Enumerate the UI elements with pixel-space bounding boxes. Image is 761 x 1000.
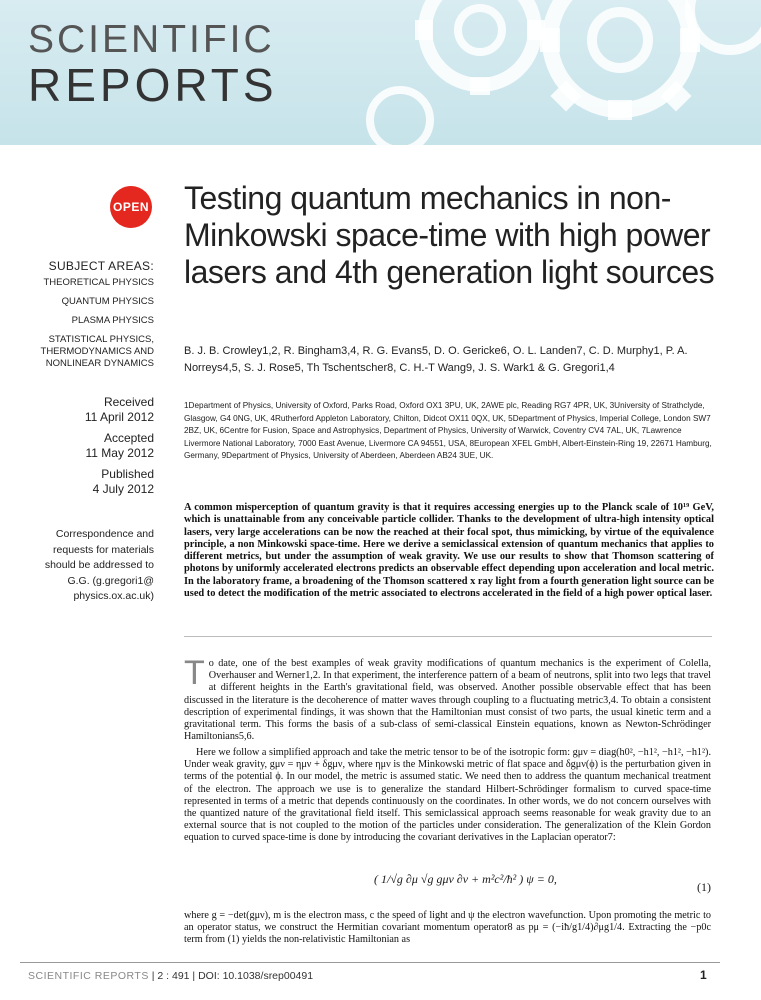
author-list: B. J. B. Crowley1,2, R. Bingham3,4, R. G. Evans5, D. O. Gericke6, O. L. Landen7, C. D. Murphy1, P. A. Norreys4,5, S. J. Rose5, Th Tschentscher8, C. H.-T Wang9, J. S. Wark1 & G. Gregori1,4 bbox=[184, 345, 688, 374]
equation-1 bbox=[184, 866, 711, 902]
logo-word-top: SCIENTIFIC bbox=[28, 18, 275, 61]
subject-link[interactable]: QUANTUM PHYSICS bbox=[61, 296, 154, 307]
footer-citation bbox=[28, 970, 313, 982]
received-date: 11 April 2012 bbox=[84, 410, 154, 424]
paragraph-1 bbox=[184, 654, 711, 743]
article-title: Testing quantum mechanics in non-Minkowski space-time with high power lasers and 4th generation light sources bbox=[184, 180, 715, 290]
subject-areas-list bbox=[20, 277, 154, 377]
correspondence-note: Correspondence and requests for materials should be addressed to G.G. (g.gregori1@ physics.ox.ac.uk) bbox=[44, 528, 154, 602]
accepted-date: 11 May 2012 bbox=[85, 446, 154, 460]
paragraph-3: where g = −det(gμν), m is the electron mass, c the speed of light and ψ the electron wavefunction. Upon promoting the metric to an operator status, we construct the Hermitian covariant momentum operator8 as pμ = (−iħ/g1/4)∂μg1/4. Extracting the −p0c term from (1) yields the non-relativistic Hamiltonian as bbox=[184, 910, 711, 946]
equation-number: (1) bbox=[697, 880, 711, 894]
footer-doi[interactable]: | 2 : 491 | DOI: 10.1038/srep00491 bbox=[151, 970, 314, 982]
subject-link[interactable]: THEORETICAL PHYSICS bbox=[43, 277, 154, 288]
published-label: Published bbox=[101, 467, 154, 481]
received-label: Received bbox=[103, 395, 154, 409]
journal-banner bbox=[0, 0, 761, 145]
subject-areas-heading: SUBJECT AREAS: bbox=[48, 259, 154, 273]
open-access-badge: OPEN bbox=[110, 186, 152, 228]
page-number: 1 bbox=[700, 968, 707, 982]
accepted-label: Accepted bbox=[103, 431, 154, 445]
paragraph-2: Here we follow a simplified approach and take the metric tensor to be of the isotropic form: gμν = diag(h0², −h1², −h1², −h1²). Under weak gravity, gμν = ημν + δgμν, where ημν is the Minkowski metric of flat space and δgμν(ϕ) is the perturbation given in terms of the potential ϕ. In our model, the metric is assumed static. We need then to address the quantum mechanical treatment of the electron. The approach we use is to generalize the standard Hilbert-Schrödinger formalism to curved space-time represented in terms of a metric that depends continuously on the coordinates. In other words, we do not concern ourselves with the quantized nature of the gravitational field itself. This semiclassical approach seems reasonable for weak gravity due to an external source that is not coupled to the motion of the particles under consideration. The generalization of the Klein Gordon equation to curved space-time is done by introducing the covariant derivatives in the Laplacian operator7: bbox=[184, 747, 711, 844]
logo-word-bottom: REPORTS bbox=[28, 59, 278, 111]
affiliations: 1Department of Physics, University of Oxford, Parks Road, Oxford OX1 3PU, UK, 2AWE plc, Reading RG7 4PR, UK, 3University of Strathclyde, Glasgow, G4 0NG, UK, 4Rutherford Appleton Laboratory, Chilton, Didcot OX11 0QX, UK, 5Department of Physics, Imperial College, London SW7 2BZ, UK, 6Centre for Fusion, Space and Astrophysics, Department of Physics, University of Warwick, Coventry CV4 7AL, UK, 7Lawrence Livermore National Laboratory, 7000 East Avenue, Livermore CA 94551, USA, 8European XFEL GmbH, Albert-Einstein-Ring 19, 22671 Hamburg, Germany, 9Department of Physics, University of Aberdeen, Aberdeen AB24 3UE, UK. bbox=[184, 401, 712, 461]
drop-cap: T bbox=[184, 654, 205, 692]
section-divider bbox=[184, 636, 712, 637]
subject-link[interactable]: PLASMA PHYSICS bbox=[71, 315, 154, 326]
paragraph-1-text: o date, one of the best examples of weak gravity modifications of quantum mechanics is the experiment of Colella, Overhauser and Werner1,2. In that experiment, the interference pattern of a beam of neutrons, split into two legs that travel at different heights in the Earth's gravitational field, was observed. Another possible observable effect that has been discussed in the literature is the decoherence of matter waves through coupling to a fluctuating metric3,4. To obtain a consistent description of experimental findings, it was shown that the Hamiltonian must consist of two parts, the usual kinetic term and a gravitational term. This forms the basis of a sub-class of semi-classical Einstein equations, known as Newton-Schrödinger Hamiltonians5,6. bbox=[184, 658, 711, 743]
footer-divider bbox=[20, 962, 720, 963]
equation-body: ( 1/√g ∂μ √g gμν ∂ν + m²c²/ħ² ) ψ = 0, bbox=[374, 872, 557, 886]
subject-link[interactable]: STATISTICAL PHYSICS, THERMODYNAMICS AND NONLINEAR DYNAMICS bbox=[40, 334, 154, 369]
footer-journal: SCIENTIFIC REPORTS bbox=[28, 970, 149, 982]
article-dates bbox=[20, 395, 154, 503]
journal-logo[interactable] bbox=[28, 20, 278, 110]
published-date: 4 July 2012 bbox=[92, 482, 154, 496]
abstract: A common misperception of quantum gravity is that it requires accessing energies up to the Planck scale of 10¹⁹ GeV, which is unattainable from any conceivable particle collider. Thanks to the development of ultra-high intensity optical lasers, very large accelerations can be now the reached at their focal spot, thus mimicking, by virtue of the equivalence principle, a non Minkowski space-time. Here we derive a semiclassical extension of quantum mechanics that applies to different metrics, but under the assumption of weak gravity. We use our results to show that Thomson scattering of photons by uniformly accelerated electrons predicts an observable effect depending upon acceleration and local metric. In the laboratory frame, a broadening of the Thomson scattered x ray light from a fourth generation light source can be used to detect the modification of the metric associated to electrons accelerated in the field of a high power optical laser. bbox=[184, 502, 714, 600]
